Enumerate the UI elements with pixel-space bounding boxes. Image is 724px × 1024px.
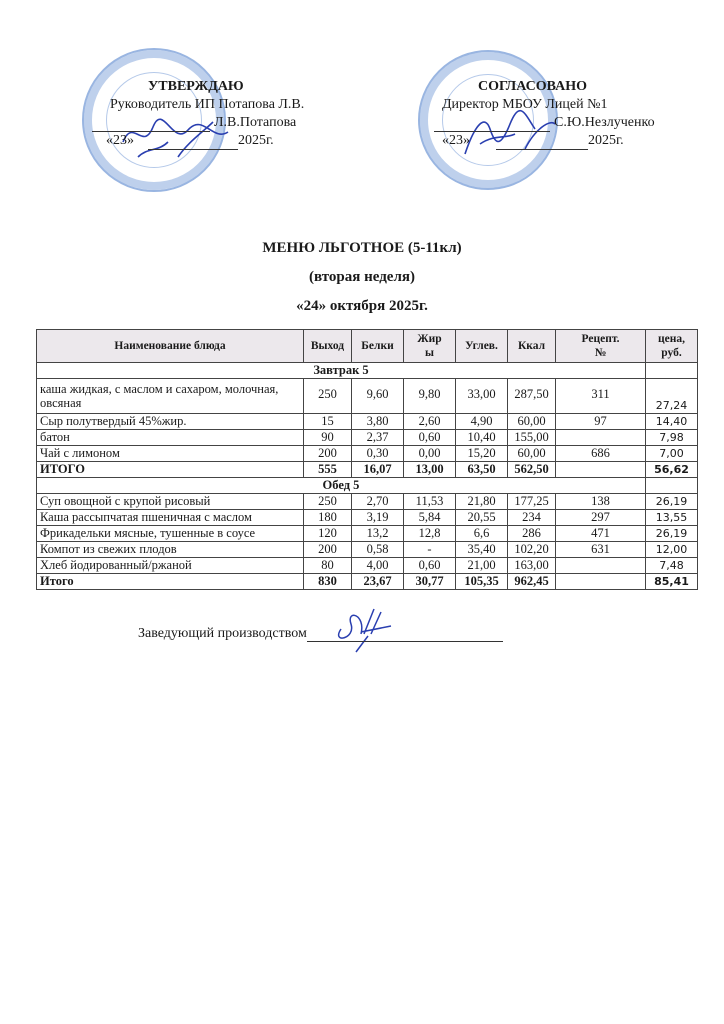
section-label: Завтрак 5: [37, 363, 646, 379]
cell-carbs: 20,55: [456, 510, 508, 526]
approval-heading: УТВЕРЖДАЮ: [148, 79, 244, 94]
cell-output: 830: [304, 574, 352, 590]
agreer-position: Директор МБОУ Лицей №1: [442, 97, 608, 112]
cell-fat: -: [404, 542, 456, 558]
cell-fat: 0,60: [404, 558, 456, 574]
cell-output: 200: [304, 446, 352, 462]
cell-protein: 3,19: [352, 510, 404, 526]
cell-kcal: 287,50: [508, 379, 556, 414]
section-row: [37, 363, 698, 379]
cell-recipe: 631: [556, 542, 646, 558]
header-recipe: Рецепт. №: [556, 330, 646, 363]
cell-price: 27,24: [646, 379, 698, 414]
section-price-cell: [646, 478, 698, 494]
cell-carbs: 15,20: [456, 446, 508, 462]
cell-carbs: 63,50: [456, 462, 508, 478]
header-price: цена, руб.: [646, 330, 698, 363]
menu-title: МЕНЮ ЛЬГОТНОЕ (5-11кл): [262, 240, 462, 256]
section-label: Обед 5: [37, 478, 646, 494]
cell-recipe: 686: [556, 446, 646, 462]
table-row: [37, 510, 698, 526]
cell-fat: 12,8: [404, 526, 456, 542]
agreement-heading: СОГЛАСОВАНО: [478, 79, 587, 94]
cell-protein: 16,07: [352, 462, 404, 478]
cell-fat: 9,80: [404, 379, 456, 414]
menu-date: «24» октября 2025г.: [296, 298, 428, 314]
cell-name: Суп овощной с крупой рисовый: [37, 494, 304, 510]
total-row: [37, 574, 698, 590]
cell-protein: 13,2: [352, 526, 404, 542]
header-kcal: Ккал: [508, 330, 556, 363]
cell-name: Компот из свежих плодов: [37, 542, 304, 558]
cell-protein: 0,58: [352, 542, 404, 558]
agreement-year: 2025г.: [588, 133, 624, 148]
cell-fat: 11,53: [404, 494, 456, 510]
cell-carbs: 10,40: [456, 430, 508, 446]
cell-output: 120: [304, 526, 352, 542]
cell-output: 555: [304, 462, 352, 478]
cell-price: 7,00: [646, 446, 698, 462]
table-header-row: [37, 330, 698, 363]
approval-block-right: [434, 78, 694, 150]
cell-output: 80: [304, 558, 352, 574]
cell-recipe: [556, 558, 646, 574]
cell-output: 15: [304, 414, 352, 430]
cell-carbs: 35,40: [456, 542, 508, 558]
cell-recipe: [556, 574, 646, 590]
approval-year: 2025г.: [238, 133, 274, 148]
footer-label: Заведующий производством: [138, 626, 307, 641]
cell-fat: 5,84: [404, 510, 456, 526]
cell-fat: 30,77: [404, 574, 456, 590]
cell-price: 12,00: [646, 542, 698, 558]
cell-recipe: [556, 430, 646, 446]
agreer-name: С.Ю.Незлученко: [554, 115, 655, 130]
cell-price: 56,62: [646, 462, 698, 478]
cell-name: ИТОГО: [37, 462, 304, 478]
cell-price: 85,41: [646, 574, 698, 590]
table-row: [37, 446, 698, 462]
cell-protein: 2,37: [352, 430, 404, 446]
cell-kcal: 60,00: [508, 414, 556, 430]
agreement-day: «23»: [442, 133, 470, 148]
cell-recipe: 297: [556, 510, 646, 526]
menu-week: (вторая неделя): [309, 269, 415, 285]
header-carbs: Углев.: [456, 330, 508, 363]
cell-kcal: 234: [508, 510, 556, 526]
cell-kcal: 155,00: [508, 430, 556, 446]
cell-output: 90: [304, 430, 352, 446]
cell-name: Хлеб йодированный/ржаной: [37, 558, 304, 574]
cell-recipe: 311: [556, 379, 646, 414]
cell-protein: 3,80: [352, 414, 404, 430]
cell-carbs: 33,00: [456, 379, 508, 414]
cell-kcal: 177,25: [508, 494, 556, 510]
section-row: [37, 478, 698, 494]
cell-output: 250: [304, 379, 352, 414]
cell-fat: 0,00: [404, 446, 456, 462]
header-protein: Белки: [352, 330, 404, 363]
cell-name: каша жидкая, с маслом и сахаром, молочная, овсяная: [37, 379, 304, 414]
cell-price: 26,19: [646, 494, 698, 510]
cell-protein: 4,00: [352, 558, 404, 574]
cell-kcal: 562,50: [508, 462, 556, 478]
total-row: [37, 462, 698, 478]
cell-kcal: 962,45: [508, 574, 556, 590]
cell-price: 26,19: [646, 526, 698, 542]
table-row: [37, 414, 698, 430]
header-dish-name: Наименование блюда: [37, 330, 304, 363]
header-output: Выход: [304, 330, 352, 363]
table-row: [37, 558, 698, 574]
cell-name: Итого: [37, 574, 304, 590]
cell-kcal: 102,20: [508, 542, 556, 558]
approver-position: Руководитель ИП Потапова Л.В.: [110, 97, 305, 112]
cell-recipe: [556, 462, 646, 478]
approval-day: «23»: [106, 133, 134, 148]
cell-fat: 13,00: [404, 462, 456, 478]
cell-carbs: 21,00: [456, 558, 508, 574]
cell-kcal: 286: [508, 526, 556, 542]
cell-carbs: 4,90: [456, 414, 508, 430]
table-row: [37, 494, 698, 510]
cell-price: 7,98: [646, 430, 698, 446]
cell-kcal: 60,00: [508, 446, 556, 462]
cell-name: батон: [37, 430, 304, 446]
section-price-cell: [646, 363, 698, 379]
table-row: [37, 542, 698, 558]
header-fat: Жир ы: [404, 330, 456, 363]
cell-recipe: 138: [556, 494, 646, 510]
cell-output: 180: [304, 510, 352, 526]
cell-protein: 9,60: [352, 379, 404, 414]
table-row: [37, 379, 698, 414]
cell-recipe: 97: [556, 414, 646, 430]
cell-protein: 2,70: [352, 494, 404, 510]
cell-price: 14,40: [646, 414, 698, 430]
cell-price: 13,55: [646, 510, 698, 526]
approver-name: Л.В.Потапова: [214, 115, 297, 130]
cell-carbs: 21,80: [456, 494, 508, 510]
approval-block-left: [92, 78, 342, 150]
cell-name: Каша рассыпчатая пшеничная с маслом: [37, 510, 304, 526]
cell-kcal: 163,00: [508, 558, 556, 574]
cell-fat: 0,60: [404, 430, 456, 446]
cell-fat: 2,60: [404, 414, 456, 430]
table-row: [37, 430, 698, 446]
cell-carbs: 105,35: [456, 574, 508, 590]
cell-name: Фрикадельки мясные, тушенные в соусе: [37, 526, 304, 542]
cell-protein: 23,67: [352, 574, 404, 590]
footer-signature-line: [138, 626, 503, 642]
cell-protein: 0,30: [352, 446, 404, 462]
menu-table: [36, 329, 698, 590]
cell-name: Сыр полутвердый 45%жир.: [37, 414, 304, 430]
cell-name: Чай с лимоном: [37, 446, 304, 462]
cell-price: 7,48: [646, 558, 698, 574]
cell-recipe: 471: [556, 526, 646, 542]
table-row: [37, 526, 698, 542]
cell-output: 250: [304, 494, 352, 510]
cell-carbs: 6,6: [456, 526, 508, 542]
cell-output: 200: [304, 542, 352, 558]
